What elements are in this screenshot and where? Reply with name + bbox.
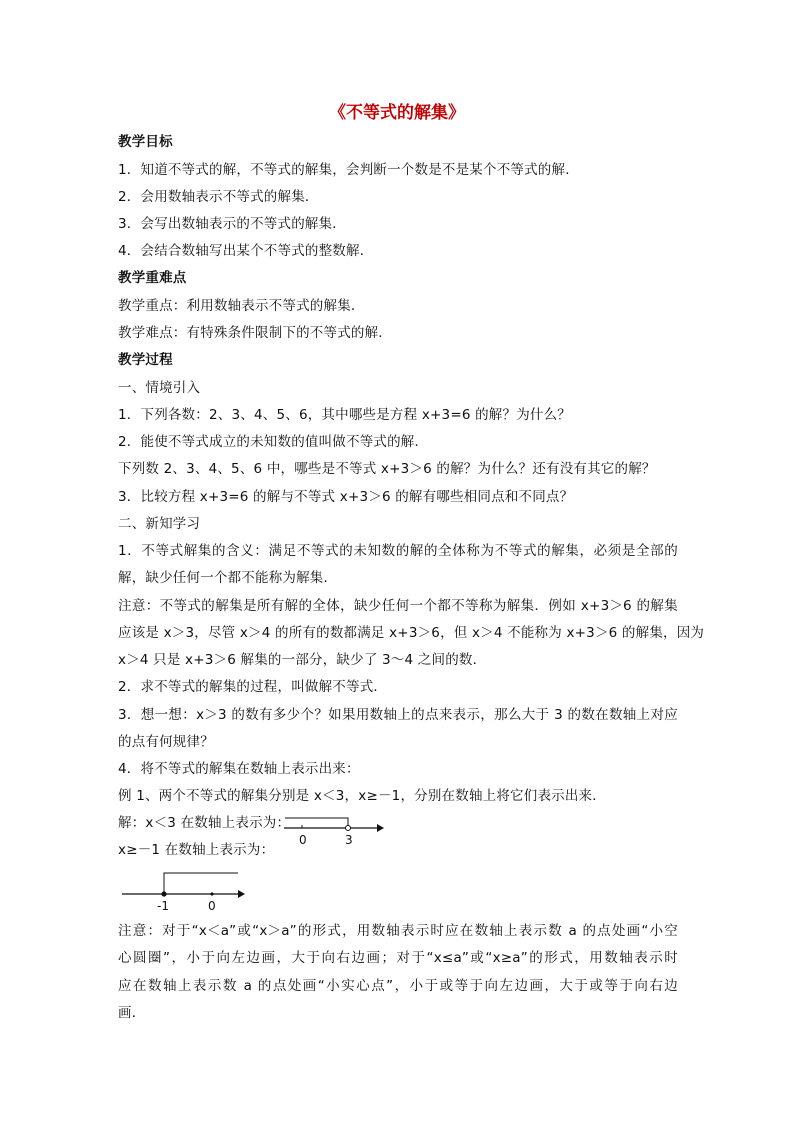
paragraph-line: 心圆圈”，小于向左边画，大于向右边画；对于“x≤a”或“x≥a”的形式，用数轴表示时 — [118, 950, 678, 966]
paragraph-line: 解：x＜3 在数轴上表示为： — [118, 815, 291, 831]
number-line-x-geq-minus-1 — [120, 868, 250, 914]
paragraph-line: 画． — [118, 1005, 146, 1021]
objective-item: 3．会写出数轴表示的不等式的解集． — [118, 216, 346, 232]
tick-label-0: 0 — [208, 899, 216, 913]
solid-point-minus-1 — [161, 891, 166, 896]
arrow-head — [238, 890, 245, 898]
tick-label-0: 0 — [299, 833, 307, 847]
paragraph-line: 解，缺少任何一个都不能称为解集． — [118, 570, 338, 586]
paragraph-line: 例 1、两个不等式的解集分别是 x＜3，x≥－1，分别在数轴上将它们表示出来． — [118, 788, 606, 804]
paragraph-line: 的点有何规律？ — [118, 734, 214, 750]
paragraph-line: 3．想一想：x＞3 的数有多少个？如果用数轴上的点来表示，那么大于 3 的数在数轴上对应 — [118, 707, 678, 723]
paragraph-line: 应该是 x＞3，尽管 x＞4 的所有的数都满足 x+3＞6，但 x＞4 不能称为 x+3＞6 的解集，因为 — [118, 625, 705, 641]
paragraph-line: 注意：不等式的解集是所有解的全体，缺少任何一个都不等称为解集．例如 x+3＞6 的解集 — [118, 598, 678, 614]
subheading-new-learning: 二、新知学习 — [118, 516, 201, 532]
objective-item: 1．知道不等式的解，不等式的解集，会判断一个数是不是某个不等式的解． — [118, 162, 579, 178]
paragraph-line: 下列数 2、3、4、5、6 中，哪些是不等式 x+3＞6 的解？为什么？还有没有其它的解？ — [118, 461, 656, 477]
objective-item: 2．会用数轴表示不等式的解集． — [118, 189, 319, 205]
solution-range-left — [285, 818, 348, 828]
paragraph-line: 4．将不等式的解集在数轴上表示出来： — [118, 761, 360, 777]
section-heading-objectives: 教学目标 — [118, 134, 173, 150]
hollow-point-3 — [346, 826, 351, 831]
paragraph-line: 2．能使不等式成立的未知数的值叫做不等式的解． — [118, 434, 429, 450]
paragraph-line: 应在数轴上表示数 a 的点处画“小实心点”，小于或等于向左边画，大于或等于向右边 — [118, 978, 678, 994]
paragraph-line: 2．求不等式的解集的过程，叫做解不等式． — [118, 679, 388, 695]
paragraph-line: 教学重点：利用数轴表示不等式的解集． — [118, 298, 365, 314]
arrow-head — [377, 824, 384, 832]
paragraph-line: 注意：对于“x＜a”或“x＞a”的形式，用数轴表示时应在数轴上表示数 a 的点处画“小空 — [118, 923, 678, 939]
solution-range-right — [164, 873, 238, 894]
tick-label-minus-1: -1 — [157, 899, 169, 913]
origin-point — [210, 892, 213, 895]
paragraph-line: x＞4 只是 x+3＞6 解集的一部分，缺少了 3～4 之间的数． — [118, 652, 487, 668]
paragraph-line: 1．下列各数：2、3、4、5、6，其中哪些是方程 x+3=6 的解？为什么？ — [118, 407, 572, 423]
paragraph-line: 1．不等式解集的含义：满足不等式的未知数的解的全体称为不等式的解集，必须是全部的 — [118, 543, 678, 559]
paragraph-line: 教学难点：有特殊条件限制下的不等式的解． — [118, 325, 392, 341]
paragraph-line: 3．比较方程 x+3=6 的解与不等式 x+3＞6 的解有哪些相同点和不同点？ — [118, 489, 574, 505]
section-heading-key-points: 教学重难点 — [118, 270, 187, 286]
paragraph-line: x≥－1 在数轴上表示为： — [118, 842, 275, 858]
objective-item: 4．会结合数轴写出某个不等式的整数解． — [118, 243, 374, 259]
tick-label-3: 3 — [345, 833, 353, 847]
subheading-intro: 一、情境引入 — [118, 380, 201, 396]
document-title: 《不等式的解集》 — [329, 103, 465, 123]
section-heading-process: 教学过程 — [118, 352, 173, 368]
